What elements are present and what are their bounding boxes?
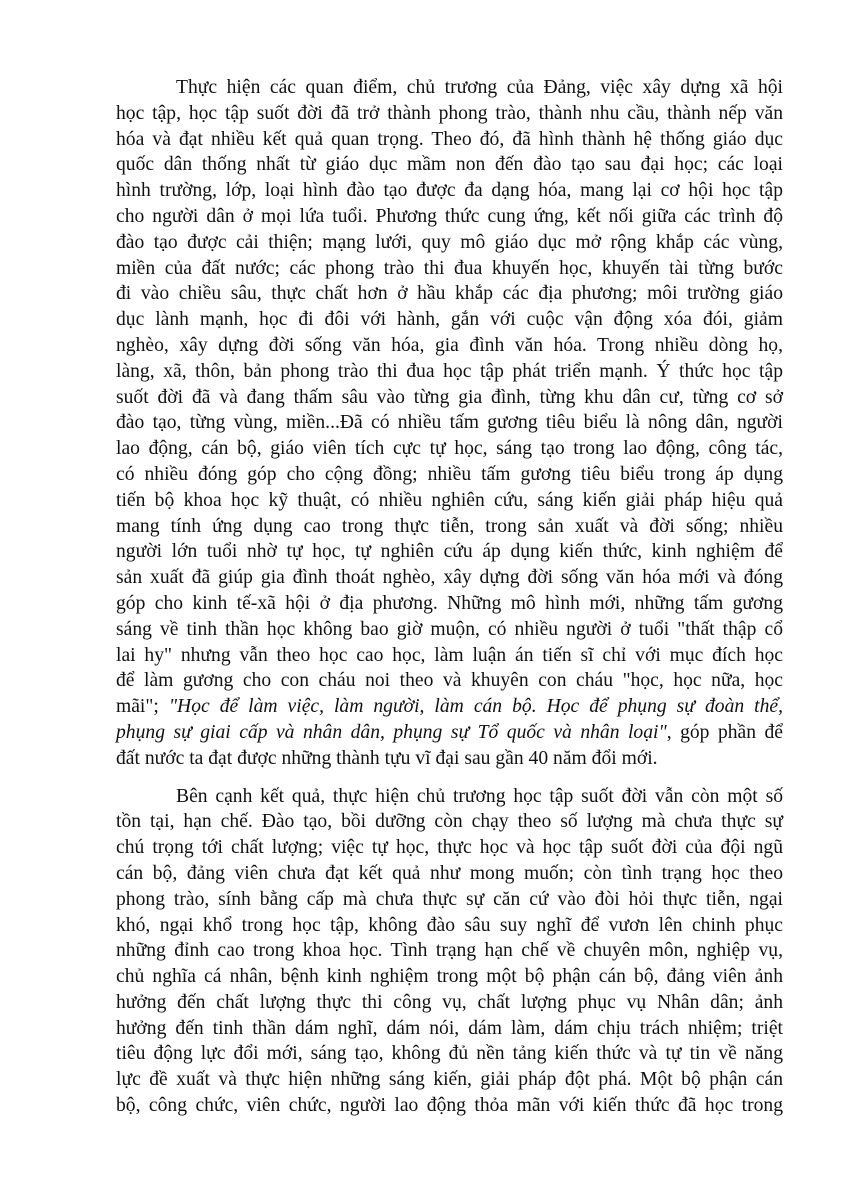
text-line: khó, ngại khổ trong học tập, không đào sâu suy nghĩ để vươn lên chinh phục xyxy=(116,914,783,936)
text-line: có nhiều đóng góp cho cộng đồng; nhiều tấm gương tiêu biểu trong áp dụng xyxy=(116,463,783,485)
text-line: miền của đất nước; các phong trào thi đua khuyến học, khuyến tài từng bước xyxy=(116,257,783,279)
paragraph xyxy=(116,784,783,1119)
text-line: mang tính ứng dụng cao trong thực tiễn, trong sản xuất và đời sống; nhiều xyxy=(116,515,783,537)
text-line xyxy=(116,694,783,720)
text-line: tiến bộ khoa học kỹ thuật, có nhiều nghiên cứu, sáng kiến giải pháp hiệu quả xyxy=(116,489,783,511)
italic-quote: "Học để làm việc, làm người, làm cán bộ. Học để phụng sự đoàn thể, xyxy=(168,696,783,718)
paragraph xyxy=(116,75,783,772)
text-line: chú trọng tới chất lượng; việc tự học, thực học và học tập suốt đời của đội ngũ xyxy=(116,837,783,859)
text-line: để làm gương cho con cháu noi theo và khuyên con cháu "học, học nữa, học xyxy=(116,670,783,692)
text-line: cho người dân ở mọi lứa tuổi. Phương thức cung ứng, kết nối giữa các trình độ xyxy=(116,205,783,227)
text-segment: mãi"; xyxy=(116,696,169,718)
text-line: những đỉnh cao trong khoa học. Tình trạng hạn chế về chuyên môn, nghiệp vụ, xyxy=(116,940,783,962)
text-line: lai hy" nhưng vẫn theo học cao học, làm luận án tiến sĩ chỉ với mục đích học xyxy=(116,644,783,666)
text-line: đào tạo, từng vùng, miền...Đã có nhiều tấm gương tiêu biểu là nông dân, người xyxy=(116,412,783,434)
italic-quote: phụng sự giai cấp và nhân dân, phụng sự Tổ quốc và nhân loại" xyxy=(116,721,667,743)
text-line: cán bộ, đảng viên chưa đạt kết quả như mong muốn; còn tình trạng học theo xyxy=(116,862,783,884)
text-line: đất nước ta đạt được những thành tựu vĩ đại sau gần 40 năm đổi mới. xyxy=(116,747,658,769)
text-line: chủ nghĩa cá nhân, bệnh kinh nghiệm trong một bộ phận cán bộ, đảng viên ảnh xyxy=(116,966,783,988)
text-line: sáng về tinh thần học không bao giờ muộn, có nhiều người ở tuổi "thất thập cổ xyxy=(116,618,783,640)
text-line: dục lành mạnh, học đi đôi với hành, gắn với cuộc vận động xóa đói, giảm xyxy=(116,309,783,331)
text-line: nghèo, xây dựng đời sống văn hóa, gia đình văn hóa. Trong nhiều dòng họ, xyxy=(116,334,783,356)
text-line: làng, xã, thôn, bản phong trào thi đua học tập phát triển mạnh. Ý thức học tập xyxy=(116,360,783,382)
text-line: lực đề xuất và thực hiện những sáng kiến, giải pháp đột phá. Một bộ phận cán xyxy=(116,1069,783,1091)
text-line: lao động, cán bộ, giáo viên tích cực tự học, sáng tạo trong lao động, công tác, xyxy=(116,438,783,460)
text-line: sản xuất đã giúp gia đình thoát nghèo, xây dựng đời sống văn hóa mới và đóng xyxy=(116,567,783,589)
text-line: hưởng đến tinh thần dám nghĩ, dám nói, dám làm, dám chịu trách nhiệm; triệt xyxy=(116,1017,783,1039)
text-line: góp cho kinh tế-xã hội ở địa phương. Những mô hình mới, những tấm gương xyxy=(116,592,783,614)
text-line: Bên cạnh kết quả, thực hiện chủ trương học tập suốt đời vẫn còn một số xyxy=(176,785,783,807)
text-line: người lớn tuổi nhờ tự học, tự nghiên cứu áp dụng kiến thức, kinh nghiệm để xyxy=(116,541,783,563)
text-line: bộ, công chức, viên chức, người lao động thỏa mãn với kiến thức đã học trong xyxy=(116,1095,783,1117)
text-segment: , góp phần để xyxy=(666,721,783,743)
text-line: tồn tại, hạn chế. Đào tạo, bồi dưỡng còn chạy theo số lượng mà chưa thực sự xyxy=(116,811,783,833)
text-line: hưởng đến chất lượng thực thi công vụ, chất lượng phục vụ Nhân dân; ảnh xyxy=(116,991,783,1013)
text-line: tiêu động lực đổi mới, sáng tạo, không đủ nền tảng kiến thức và tự tin về năng xyxy=(116,1043,783,1065)
text-line: hóa và đạt nhiều kết quả quan trọng. Theo đó, đã hình thành hệ thống giáo dục xyxy=(116,128,783,150)
text-line: hình trường, lớp, loại hình đào tạo được đa dạng hóa, mang lại cơ hội học tập xyxy=(116,180,783,202)
text-line: học tập, học tập suốt đời đã trở thành phong trào, thành nhu cầu, thành nếp văn xyxy=(116,102,783,124)
document-page xyxy=(116,75,783,1119)
text-line: đi vào chiều sâu, thực chất hơn ở hầu khắp các địa phương; môi trường giáo xyxy=(116,283,783,305)
text-line: quốc dân thống nhất từ giáo dục mầm non đến đào tạo sau đại học; các loại xyxy=(116,154,783,176)
text-line: phong trào, sính bằng cấp mà chưa thực sự căn cứ vào đòi hỏi thực tiễn, ngại xyxy=(116,888,783,910)
text-line xyxy=(116,720,783,746)
text-line: đào tạo được cải thiện; mạng lưới, quy mô giáo dục mở rộng khắp các vùng, xyxy=(116,231,783,253)
text-line: suốt đời đã và đang thấm sâu vào từng gia đình, từng khu dân cư, từng cơ sở xyxy=(116,386,783,408)
text-line: Thực hiện các quan điểm, chủ trương của Đảng, việc xây dựng xã hội xyxy=(176,77,783,98)
